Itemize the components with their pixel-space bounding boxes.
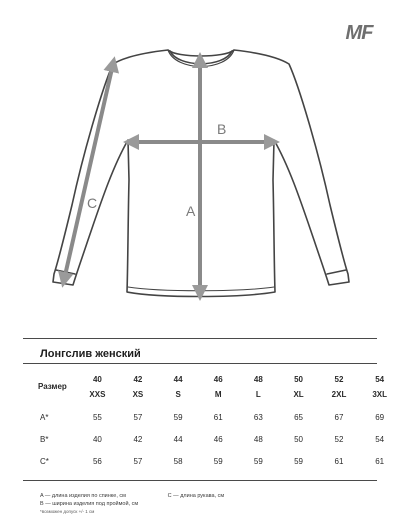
divider-mid: [23, 363, 377, 364]
table-cell: 65: [294, 412, 304, 422]
table-cell: 63: [253, 412, 263, 422]
size-ru: 52: [334, 375, 344, 384]
table-cell: 59: [294, 456, 304, 466]
brand-logo-text: MF: [345, 22, 373, 43]
size-header-row: [34, 373, 400, 386]
size-intl: XL: [293, 389, 304, 399]
size-intl: XS: [132, 389, 144, 399]
table-cell: 58: [173, 456, 183, 466]
table-cell: 61: [213, 412, 223, 422]
table-cell: 40: [92, 434, 102, 444]
table-cell: 69: [375, 412, 385, 422]
label-c: C: [87, 195, 98, 211]
table-cell: 59: [253, 456, 263, 466]
legend-b: B — ширина изделия под проймой, см: [40, 501, 139, 507]
size-intl: L: [255, 389, 261, 399]
label-a: A: [186, 203, 196, 219]
table-cell: 42: [133, 434, 143, 444]
table-cell: 59: [213, 456, 223, 466]
table-cell: 48: [253, 434, 263, 444]
table-cell: 54: [375, 434, 385, 444]
size-table: [34, 373, 400, 472]
table-cell: 50: [294, 434, 304, 444]
measurement-legend: [40, 492, 224, 516]
legend-a: A — длина изделия по спинке, см: [40, 493, 126, 499]
legend-col-left: [40, 492, 138, 516]
table-row: [34, 450, 400, 472]
table-cell: 52: [334, 434, 344, 444]
size-ru: 54: [375, 375, 385, 384]
legend-note: *возможен допуск +/- 1 см: [40, 509, 95, 514]
size-ru: 50: [294, 375, 304, 384]
table-cell: 44: [173, 434, 183, 444]
table-cell: 55: [92, 412, 102, 422]
table-cell: 57: [133, 456, 143, 466]
size-chart-section: [0, 338, 400, 532]
arrow-c: [64, 64, 113, 280]
row-label-a: A*: [40, 412, 49, 422]
size-ru: 44: [173, 375, 183, 384]
size-ru: 42: [133, 375, 143, 384]
size-intl: 2XL: [331, 389, 347, 399]
size-ru: 48: [253, 375, 263, 384]
size-intl: S: [175, 389, 181, 399]
row-label-b: B*: [40, 434, 49, 444]
measurement-arrows: [64, 60, 272, 293]
divider-top: [23, 338, 377, 339]
table-cell: 46: [213, 434, 223, 444]
table-cell: 67: [334, 412, 344, 422]
size-intl: 3XL: [372, 389, 387, 399]
table-cell: 56: [92, 456, 102, 466]
table-cell: 57: [133, 412, 143, 422]
size-ru: 40: [92, 375, 102, 384]
size-ru: 46: [213, 375, 223, 384]
table-row: [34, 400, 400, 428]
table-cell: 61: [334, 456, 344, 466]
legend-c: C — длина рукава, см: [167, 493, 225, 499]
table-row: [34, 428, 400, 450]
size-intl: XXS: [89, 389, 106, 399]
label-b: B: [217, 121, 227, 137]
row-label-c: C*: [40, 456, 49, 466]
size-row-header: Размер: [38, 382, 67, 391]
divider-bottom: [23, 480, 377, 481]
legend-col-right: [168, 492, 224, 500]
size-intl-row: [34, 386, 400, 400]
table-cell: 59: [173, 412, 183, 422]
size-chart-title: Лонгслив женский: [40, 348, 141, 360]
table-cell: 61: [375, 456, 385, 466]
size-intl: M: [214, 389, 222, 399]
